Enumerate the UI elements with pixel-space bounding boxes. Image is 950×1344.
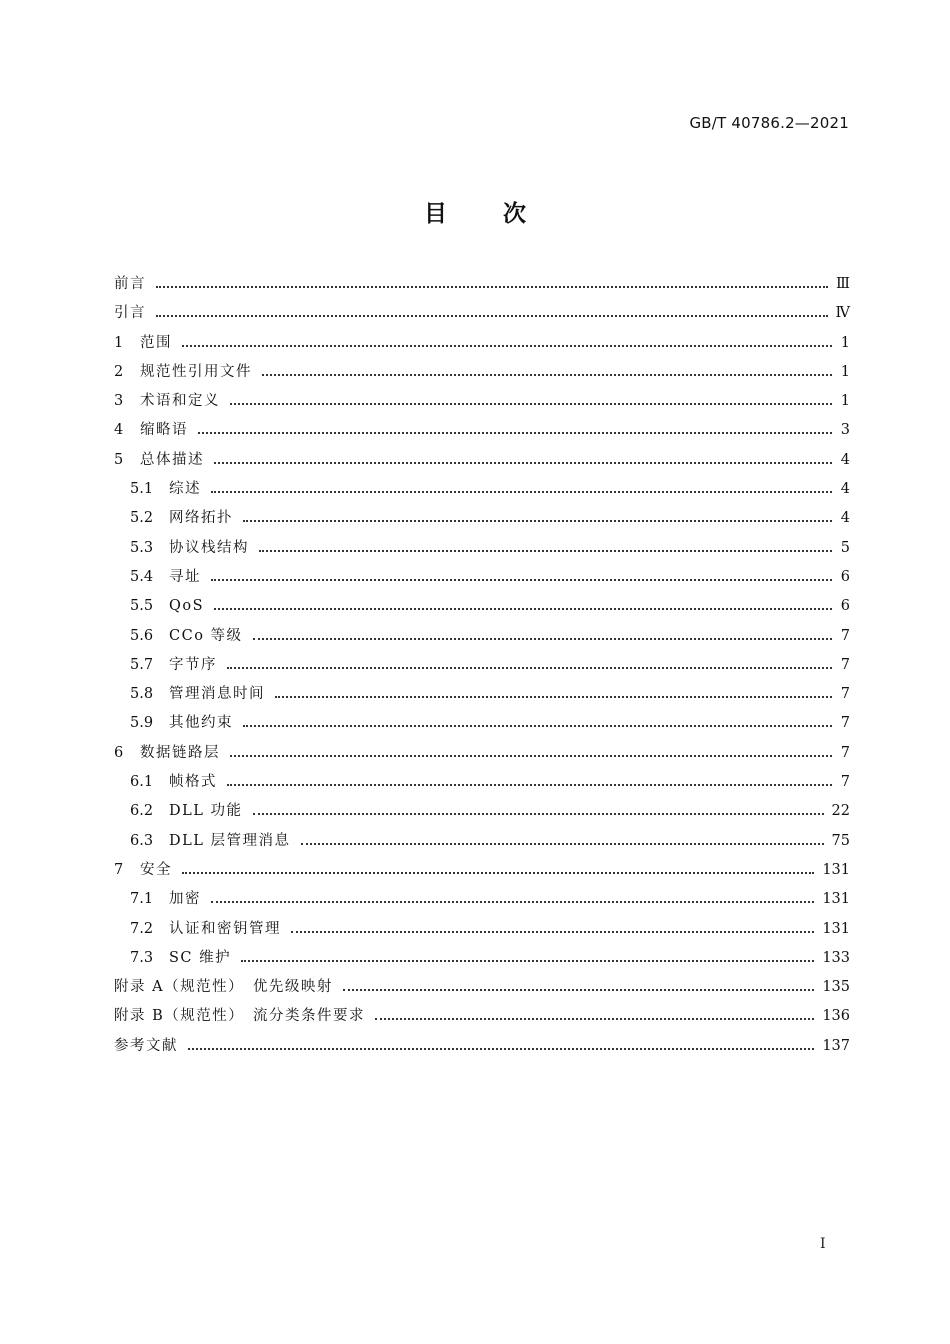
toc-entry[interactable] bbox=[114, 827, 850, 856]
toc-entry-page: 5 bbox=[840, 539, 850, 556]
toc-entry-number: 7.1 bbox=[130, 891, 154, 908]
toc-entry-page: 136 bbox=[822, 1008, 850, 1025]
toc-entry-label: 规范性引用文件 bbox=[140, 363, 252, 380]
toc-entry-label: 数据链路层 bbox=[140, 744, 220, 761]
toc-entry[interactable] bbox=[114, 680, 850, 709]
toc-entry-label: DLL 功能 bbox=[169, 803, 243, 820]
dot-leader bbox=[243, 709, 832, 738]
toc-entry-label: 认证和密钥管理 bbox=[169, 920, 281, 937]
toc-entry[interactable] bbox=[114, 446, 850, 475]
dot-leader bbox=[211, 885, 814, 914]
toc-entry[interactable] bbox=[114, 768, 850, 797]
toc-entry-label: CCo 等级 bbox=[169, 627, 243, 644]
toc-entry-number: 7 bbox=[114, 861, 124, 878]
toc-entry[interactable] bbox=[114, 1002, 850, 1031]
toc-entry-page: 6 bbox=[840, 568, 850, 585]
toc-entry-label: 附录 B（规范性） 流分类条件要求 bbox=[114, 1008, 366, 1025]
toc-entry-page: 7 bbox=[840, 744, 850, 761]
toc-entry-label: 协议栈结构 bbox=[169, 539, 249, 556]
toc-entry-label: SC 维护 bbox=[169, 949, 232, 966]
dot-leader bbox=[241, 944, 814, 973]
toc-entry-number: 5.6 bbox=[130, 627, 154, 644]
toc-entry-label: 附录 A（规范性） 优先级映射 bbox=[114, 979, 333, 996]
dot-leader bbox=[227, 651, 832, 680]
dot-leader bbox=[275, 680, 832, 709]
table-of-contents bbox=[114, 270, 850, 1061]
toc-entry[interactable] bbox=[114, 739, 850, 768]
dot-leader bbox=[262, 358, 832, 387]
toc-entry-page: 7 bbox=[840, 656, 850, 673]
toc-entry[interactable] bbox=[114, 797, 850, 826]
toc-entry-label: 总体描述 bbox=[140, 451, 204, 468]
toc-entry-page: 133 bbox=[822, 949, 850, 966]
toc-entry-label: 其他约束 bbox=[169, 715, 233, 732]
toc-entry-label: 缩略语 bbox=[140, 422, 188, 439]
dot-leader bbox=[259, 534, 832, 563]
toc-entry-page: 7 bbox=[840, 774, 850, 791]
toc-entry-page: 131 bbox=[822, 920, 850, 937]
toc-entry-label: 综述 bbox=[169, 481, 201, 498]
toc-entry-number: 7.3 bbox=[130, 949, 154, 966]
toc-entry-page: 1 bbox=[840, 334, 850, 351]
dot-leader bbox=[230, 739, 832, 768]
toc-entry-page: 4 bbox=[840, 481, 850, 498]
toc-entry-number: 5 bbox=[114, 451, 124, 468]
dot-leader bbox=[243, 504, 832, 533]
toc-entry-label: 管理消息时间 bbox=[169, 686, 265, 703]
toc-entry-number: 4 bbox=[114, 422, 124, 439]
toc-entry-page: 75 bbox=[831, 832, 850, 849]
toc-entry-label: 前言 bbox=[114, 276, 146, 292]
toc-entry-number: 5.8 bbox=[130, 686, 154, 703]
toc-entry[interactable] bbox=[114, 622, 850, 651]
toc-entry-number: 5.7 bbox=[130, 656, 154, 673]
toc-entry-label: 寻址 bbox=[169, 568, 201, 585]
toc-entry-label: 范围 bbox=[140, 334, 172, 351]
toc-entry-number: 5.4 bbox=[130, 568, 154, 585]
toc-entry[interactable] bbox=[114, 358, 850, 387]
toc-entry-label: 术语和定义 bbox=[140, 393, 220, 410]
dot-leader bbox=[291, 915, 814, 944]
toc-entry[interactable] bbox=[114, 534, 850, 563]
toc-entry[interactable] bbox=[114, 885, 850, 914]
toc-entry-label: 字节序 bbox=[169, 656, 217, 673]
toc-entry[interactable] bbox=[114, 709, 850, 738]
toc-entry[interactable] bbox=[114, 856, 850, 885]
dot-leader bbox=[182, 329, 832, 358]
toc-entry[interactable] bbox=[114, 651, 850, 680]
toc-entry-label: 网络拓扑 bbox=[169, 510, 233, 527]
toc-entry-page: Ⅲ bbox=[836, 276, 850, 292]
toc-entry-number: 5.3 bbox=[130, 539, 154, 556]
dot-leader bbox=[301, 827, 824, 856]
toc-entry-label: 安全 bbox=[140, 861, 172, 878]
dot-leader bbox=[211, 563, 832, 592]
toc-entry-number: 6.1 bbox=[130, 774, 154, 791]
toc-entry-page: 7 bbox=[840, 686, 850, 703]
toc-entry-number: 5.9 bbox=[130, 715, 154, 732]
toc-entry-page: 131 bbox=[822, 891, 850, 908]
dot-leader bbox=[156, 299, 828, 328]
dot-leader bbox=[343, 973, 814, 1002]
toc-entry-page: 137 bbox=[822, 1037, 850, 1054]
toc-entry[interactable] bbox=[114, 387, 850, 416]
toc-entry-number: 1 bbox=[114, 334, 124, 351]
toc-entry-page: 135 bbox=[822, 979, 850, 996]
toc-entry-page: 4 bbox=[840, 451, 850, 468]
toc-entry-number: 2 bbox=[114, 363, 124, 380]
dot-leader bbox=[253, 797, 824, 826]
dot-leader bbox=[214, 446, 832, 475]
toc-entry[interactable] bbox=[114, 563, 850, 592]
toc-entry-number: 6.3 bbox=[130, 832, 154, 849]
toc-entry-number: 6.2 bbox=[130, 803, 154, 820]
toc-entry[interactable] bbox=[114, 1032, 850, 1061]
toc-entry[interactable] bbox=[114, 299, 850, 328]
toc-entry[interactable] bbox=[114, 270, 850, 299]
toc-entry-number: 5.1 bbox=[130, 481, 154, 498]
dot-leader bbox=[230, 387, 832, 416]
page-title: 目次 bbox=[424, 201, 582, 227]
dot-leader bbox=[227, 768, 832, 797]
page-number: Ⅰ bbox=[820, 1236, 826, 1252]
toc-entry-page: 22 bbox=[831, 803, 850, 820]
toc-entry-page: 131 bbox=[822, 861, 850, 878]
toc-entry[interactable] bbox=[114, 504, 850, 533]
dot-leader bbox=[211, 475, 832, 504]
toc-entry-label: DLL 层管理消息 bbox=[169, 832, 291, 849]
toc-entry-page: 3 bbox=[840, 422, 850, 439]
toc-entry-page: 7 bbox=[840, 715, 850, 732]
toc-entry-number: 3 bbox=[114, 393, 124, 410]
toc-entry[interactable] bbox=[114, 329, 850, 358]
toc-entry[interactable] bbox=[114, 416, 850, 445]
dot-leader bbox=[375, 1002, 814, 1031]
toc-entry-page: 7 bbox=[840, 627, 850, 644]
toc-entry[interactable] bbox=[114, 592, 850, 621]
toc-entry[interactable] bbox=[114, 915, 850, 944]
toc-entry-page: Ⅳ bbox=[835, 305, 850, 322]
toc-entry-number: 7.2 bbox=[130, 920, 154, 937]
dot-leader bbox=[253, 622, 832, 651]
toc-entry-page: 1 bbox=[840, 393, 850, 410]
dot-leader bbox=[156, 270, 828, 299]
toc-entry[interactable] bbox=[114, 475, 850, 504]
toc-entry-number: 5.2 bbox=[130, 510, 154, 527]
toc-entry[interactable] bbox=[114, 973, 850, 1002]
toc-entry-number: 6 bbox=[114, 744, 124, 761]
toc-entry-page: 6 bbox=[840, 598, 850, 615]
toc-entry-number: 5.5 bbox=[130, 598, 154, 615]
toc-entry-page: 4 bbox=[840, 510, 850, 527]
toc-entry-label: 帧格式 bbox=[169, 774, 217, 791]
dot-leader bbox=[182, 856, 814, 885]
dot-leader bbox=[198, 416, 832, 445]
toc-entry-label: 引言 bbox=[114, 305, 146, 322]
toc-entry-page: 1 bbox=[840, 363, 850, 380]
toc-entry-label: 参考文献 bbox=[114, 1037, 178, 1054]
dot-leader bbox=[188, 1032, 814, 1061]
toc-entry[interactable] bbox=[114, 944, 850, 973]
toc-entry-label: 加密 bbox=[169, 891, 201, 908]
standard-number: GB/T 40786.2—2021 bbox=[689, 114, 849, 132]
toc-entry-label: QoS bbox=[169, 598, 205, 615]
dot-leader bbox=[214, 592, 832, 621]
